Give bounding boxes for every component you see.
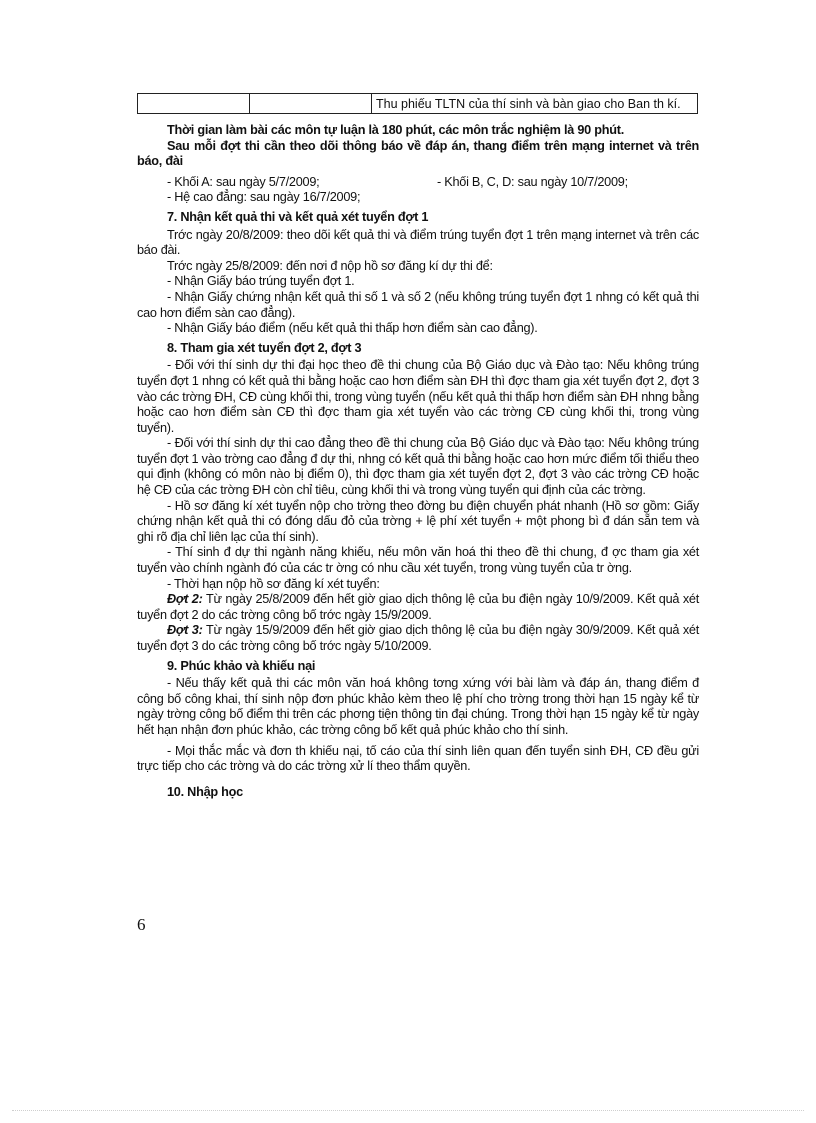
dot3-label: Đợt 3:	[167, 623, 203, 638]
s7-paragraph: - Nhận Giấy báo trúng tuyển đợt 1.	[167, 274, 355, 289]
exam-time-note: Thời gian làm bài các môn tự luận là 180 phút, các môn trắc nghiệm là 90 phút.	[167, 123, 624, 137]
s9-paragraph: - Nếu thấy kết quả thi các môn văn hoá không tơng xứng với bài làm và đáp án, thang điểm đ công bố công khai, thí sinh nộp đơn phúc khảo kèm theo lệ phí cho trờng trong thời hạn 15 ngày kể từ ngày trờng công bố điểm thi trên các phơng tiện thông tin đại chúng. Trong thời hạn 15 ngày kể từ ngày hết hạn nhận đơn phúc khảo, các trờng công bố kết quả phúc khảo cho thí sinh.	[137, 676, 699, 737]
table-row	[138, 94, 698, 114]
schedule-khoi-a: - Khối A: sau ngày 5/7/2009;	[167, 174, 320, 189]
section-7-heading: 7. Nhận kết quả thi và kết quả xét tuyển đợt 1	[167, 209, 429, 224]
table-cell-2	[250, 94, 372, 114]
table-cell-1	[138, 94, 250, 114]
document-body	[137, 123, 699, 802]
section-10-heading: 10. Nhập học	[167, 784, 243, 799]
page-bottom-border	[12, 1110, 804, 1111]
schedule-row	[167, 175, 699, 191]
s8-paragraph: - Thí sinh đ dự thi ngành năng khiếu, nếu môn văn hoá thi theo đề thi chung, đ ợc tham gia xét tuyển vào chính ngành đó của các tr ờng có nhu cầu xét tuyển, trong vùng tuyển của tr ờng.	[137, 545, 699, 576]
follow-notice: Sau mỗi đợt thi cần theo dõi thông báo về đáp án, thang điểm trên mạng internet và trên báo, đài	[137, 138, 699, 169]
s8-paragraph: - Thời hạn nộp hồ sơ đăng kí xét tuyển:	[167, 576, 380, 591]
s7-paragraph: Trớc ngày 25/8/2009: đến nơi đ nộp hồ sơ đăng kí dự thi để:	[167, 258, 493, 273]
schedule-cao-dang: - Hệ cao đẳng: sau ngày 16/7/2009;	[167, 190, 361, 205]
s8-paragraph: - Đối với thí sinh dự thi đại học theo đề thi chung của Bộ Giáo dục và Đào tạo: Nếu không trúng tuyển đợt 1 nhng có kết quả thi bằng hoặc cao hơn điểm sàn ĐH thì đợc tham gia xét tuyển đợt 2, đợt 3 vào các trờng ĐH, CĐ cùng khối thi, trong vùng tuyển (nếu kết quả thi thấp hơn điểm sàn ĐH nhng bằng hoặc cao hơn điểm sàn CĐ thì đợc tham gia xét tuyển vào các trờng CĐ cùng khối thi, trong vùng tuyển).	[137, 358, 699, 435]
dot2-text: Từ ngày 25/8/2009 đến hết giờ giao dịch thông lệ của bu điện ngày 10/9/2009. Kết quả xét tuyển đợt 2 do các trờng công bố trớc ngày 15/9/2009.	[137, 592, 699, 622]
s7-paragraph: - Nhận Giấy báo điểm (nếu kết quả thi thấp hơn điểm sàn cao đẳng).	[167, 321, 538, 336]
s8-paragraph: - Hồ sơ đăng kí xét tuyển nộp cho trờng theo đờng bu điện chuyển phát nhanh (Hồ sơ gồm: Giấy chứng nhận kết quả thi có đóng dấu đỏ của trờng + lệ phí xét tuyển + một phong bì đ dán sẵn tem và ghi rõ địa chỉ liên lạc của thí sinh).	[137, 498, 699, 544]
s7-paragraph: - Nhận Giấy chứng nhận kết quả thi số 1 và số 2 (nếu không trúng tuyển đợt 1 nhng có kết quả thi cao hơn điểm sàn cao đẳng).	[137, 289, 699, 320]
s8-dot2	[137, 592, 699, 623]
s9-paragraph: - Mọi thắc mắc và đơn th khiếu nại, tố cáo của thí sinh liên quan đến tuyển sinh ĐH, CĐ đều gửi trực tiếp cho các trờng và do các trờng xử lí theo thẩm quyền.	[137, 743, 699, 774]
dot3-text: Từ ngày 15/9/2009 đến hết giờ giao dịch thông lệ của bu điện ngày 30/9/2009. Kết quả xét tuyển đợt 3 do các trờng công bố trớc ngày 5/10/2009.	[137, 623, 699, 653]
table-cell-3: Thu phiếu TLTN của thí sinh và bàn giao cho Ban th kí.	[372, 94, 698, 114]
page-number: 6	[137, 915, 146, 934]
schedule-khoi-bcd: - Khối B, C, D: sau ngày 10/7/2009;	[437, 174, 628, 189]
s7-paragraph: Trớc ngày 20/8/2009: theo dõi kết quả thi và điểm trúng tuyển đợt 1 trên mạng internet và trên các báo đài.	[137, 227, 699, 258]
section-8-heading: 8. Tham gia xét tuyển đợt 2, đợt 3	[167, 340, 362, 355]
s8-paragraph: - Đối với thí sinh dự thi cao đẳng theo đề thi chung của Bộ Giáo dục và Đào tạo: Nếu không trúng tuyển đợt 1 vào trờng cao đẳng đ dự thi, nhng có kết quả thi bằng hoặc cao hơn mức điểm tối thiểu theo qui định (không có môn nào bị điểm 0), thì đợc tham gia xét tuyển đợt 2, đợt 3 vào các trờng CĐ hoặc hệ CĐ của các trờng ĐH còn chỉ tiêu, cùng khối thi và trong vùng tuyển qui định của các trờng.	[137, 436, 699, 498]
section-9-heading: 9. Phúc khảo và khiếu nại	[167, 658, 316, 673]
continuation-table	[137, 93, 698, 114]
s8-dot3	[137, 623, 699, 654]
dot2-label: Đợt 2:	[167, 592, 203, 607]
